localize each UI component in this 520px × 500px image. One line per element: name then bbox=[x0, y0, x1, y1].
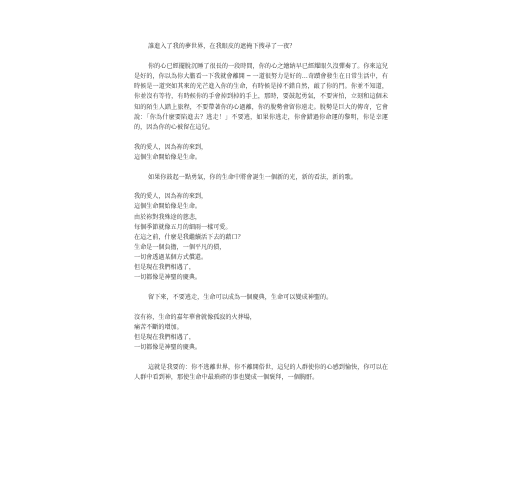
verse-line: 我的愛人，因為祢的來到， bbox=[134, 143, 208, 151]
verse-line: 每個季節就像五月的細雨一樣可愛。 bbox=[134, 223, 232, 231]
paragraph-closing: 這就是我要的：你不逃離世界，你不離開俗世，這兒的人群使你的心感到愉快，你可以在人群中看到神，那使生命中最瑣碎的事也變成一個褒拜，一個胸骭。 bbox=[134, 363, 388, 381]
paragraph-stay: 留下來，不要逃走，生命可以成為一個慶典，生命可以變成神聖的。 bbox=[148, 293, 333, 301]
verse-line: 一切都像是神聖的慶典。 bbox=[134, 274, 202, 282]
verse-line: 在這之前，什麼是我繼續活下去的藉口？ bbox=[134, 233, 244, 241]
verse-line: 這個生命開始像是生命。 bbox=[134, 203, 202, 211]
document-body bbox=[134, 42, 388, 393]
paragraph-miracle: 你的心已經擺脫沉睡了很長的一段時間，你的心之繪納早已經耀眼久沒彈奏了。你來這兒是好的，你以為你大膽看一下我就會離開 ─ 一道很努力是好的…奇蹟會發生在日常生活中，有時候是一道突如其來的光芒進入你的生命，有時候是掉不錯自然，敲了你的門。你並不知道，你並沒有等待，有時候你的手會掉到掉的手上，那時，要鼓起勇氣，不要害怕，立刻和這個未知的陌生人踏上旅程，不要帶著你的心過離，你的脫勢會留你遠走。脫勢是巨大的傳奇，它會說：「你為什麼要陷進去？逃走！」不要逃，如果你逃走，你會錯過你命運的黎明，你是幸運的，因為你的心被留在這兒。 bbox=[134, 62, 388, 132]
verse-line: 由於祢對我殊途的慈悲， bbox=[134, 213, 202, 221]
verse-line: 這個生命開始像是生命。 bbox=[134, 153, 202, 161]
paragraph-courage: 如果你鼓起一點勇氣，你的生命中將會誕生一個新的光，新的看法，新的歌。 bbox=[148, 173, 357, 181]
verse-line: 痛苦不斷的增加。 bbox=[134, 323, 183, 331]
verse-stanza-short bbox=[134, 143, 388, 163]
verse-line: 生命是一個負擔，一個平凡的債， bbox=[134, 243, 226, 251]
verse-line: 一切會透過某個方式償還。 bbox=[134, 253, 208, 261]
verse-line: 但是現在我們相遇了， bbox=[134, 333, 195, 341]
paragraph-opening: 誰進入了我的夢世界，在我眼皮的遮掩下搜尋了一夜？ bbox=[148, 43, 296, 50]
verse-stanza-long bbox=[134, 192, 388, 283]
verse-line: 一切都像是神聖的慶典。 bbox=[134, 343, 202, 351]
verse-line: 但是現在我們相遇了， bbox=[134, 264, 195, 272]
verse-stanza-carnival bbox=[134, 313, 388, 353]
verse-line: 沒有祢，生命的嘉年華會就像孤寂的火葬場， bbox=[134, 313, 256, 321]
verse-line: 我的愛人，因為祢的來到， bbox=[134, 193, 208, 201]
